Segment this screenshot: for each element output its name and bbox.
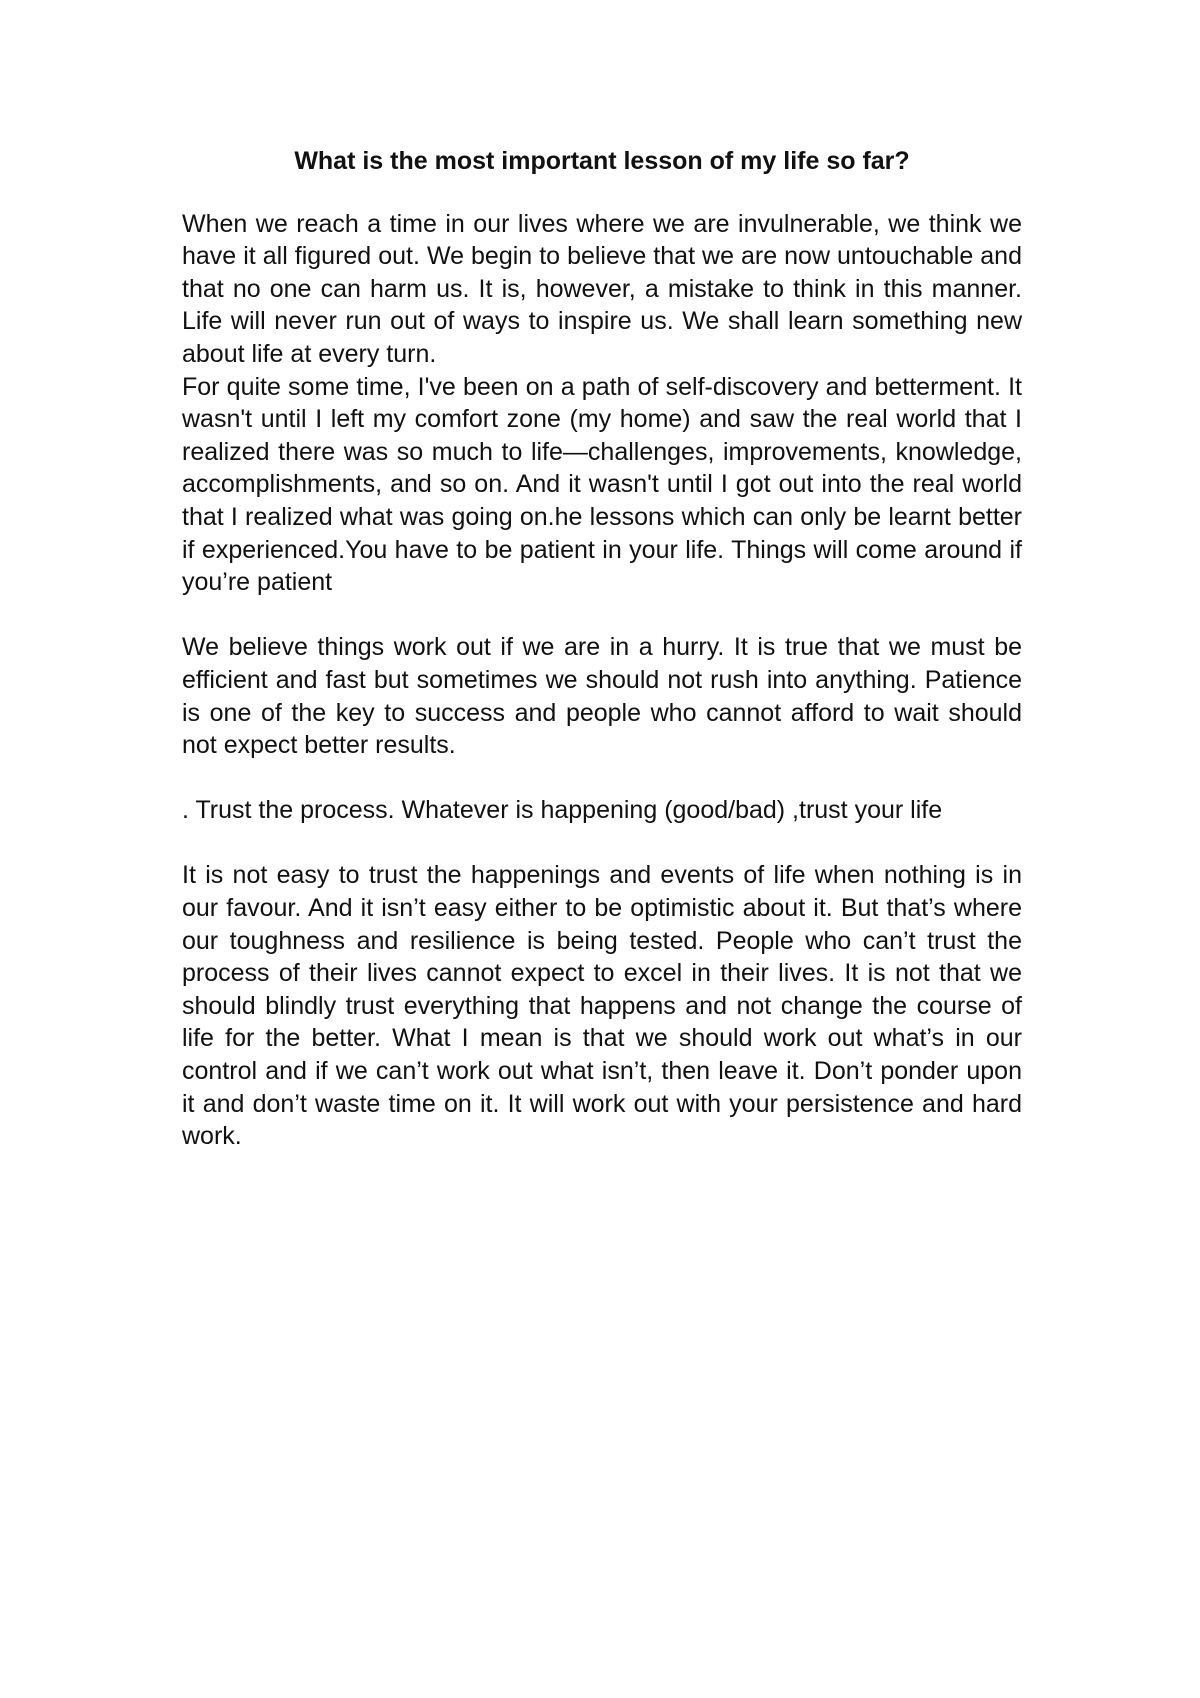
paragraph-intro: When we reach a time in our lives where we are invulnerable, we think we have it all figured out. We begin to believe that we are now untouchable and that no one can harm us. It is, however, a mistake to think in this manner. Life will never run out of ways to inspire us. We shall learn something new about life at every turn. [182,209,1022,368]
paragraph-trust-heading: . Trust the process. Whatever is happening (good/bad) ,trust your life [182,796,943,825]
document-title: What is the most important lesson of my life so far? [294,147,910,175]
paragraph-patience: We believe things work out if we are in a hurry. It is true that we must be efficient and fast but sometimes we should not rush into anything. Patience is one of the key to success and people who cannot afford to wait should not expect better results. [182,633,1022,760]
document-body [182,145,1022,1153]
paragraph-trust-process: It is not easy to trust the happenings and events of life when nothing is in our favour. And it isn’t easy either to be optimistic about it. But that’s where our toughness and resilience is being tested. People who can’t trust the process of their lives cannot expect to excel in their lives. It is not that we should blindly trust everything that happens and not change the course of life for the better. What I mean is that we should work out what’s in our control and if we can’t work out what isn’t, then leave it. Don’t ponder upon it and don’t waste time on it. It will work out with your persistence and hard work. [182,861,1022,1151]
paragraph-self-discovery: For quite some time, I've been on a path of self-discovery and betterment. It wasn't until I left my comfort zone (my home) and saw the real world that I realized there was so much to life—challenges, improvements, knowledge, accomplishments, and so on. And it wasn't until I got out into the real world that I realized what was going on.he lessons which can only be learnt better if experienced.You have to be patient in your life. Things will come around if you’re patient [182,372,1022,597]
